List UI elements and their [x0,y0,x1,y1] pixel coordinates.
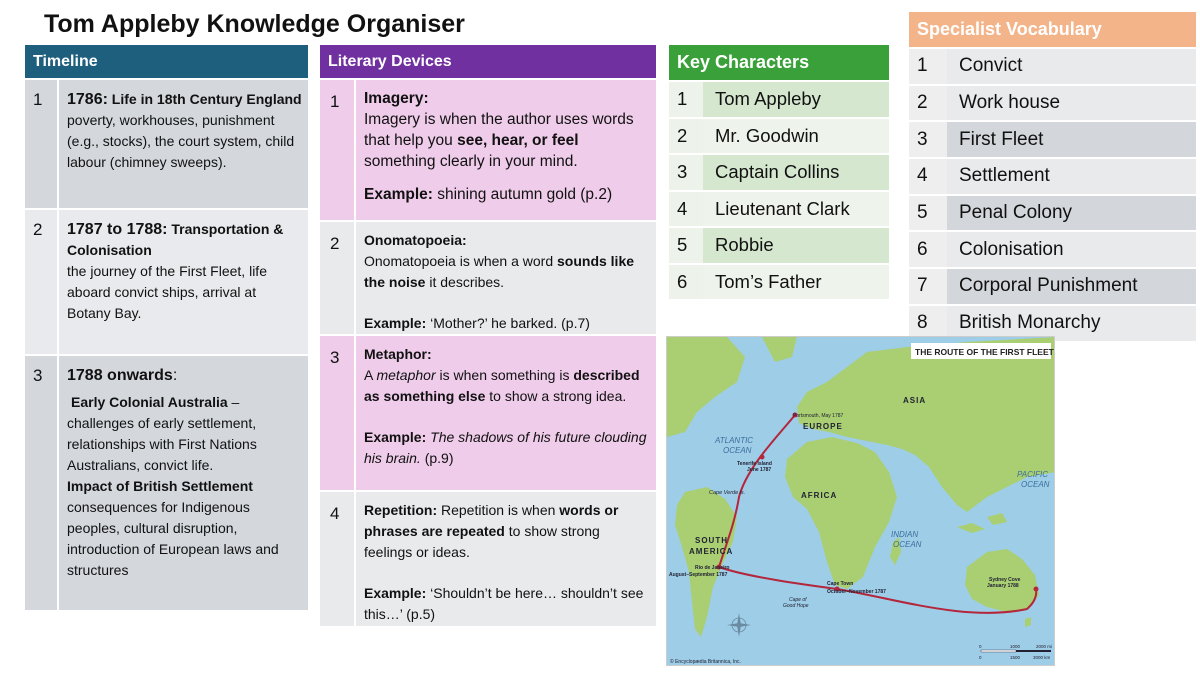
device-definition-emphasis: see, hear, or feel [457,132,579,149]
character-row [669,190,889,227]
device-definition-emphasis: words or phrases are repeated [364,502,619,539]
character-name: Lieutenant Clark [703,192,889,227]
device-definition: is when something is [435,367,574,383]
devices-header: Literary Devices [320,45,656,78]
timeline-row [25,354,308,610]
device-text [356,492,656,626]
timeline-description: poverty, workhouses, punishment (e.g., stocks), the court system, child labour (chimney sweeps). [67,112,295,170]
label-cape-verde: Cape Verde is. [709,490,746,496]
character-row [669,226,889,263]
device-example: shining autumn gold (p.2) [432,186,613,203]
vocab-term: Penal Colony [947,196,1196,231]
label-good-hope-2: Good Hope [783,603,809,609]
device-definition: A [364,367,377,383]
vocab-number: 3 [909,122,947,157]
timeline-year: 1788 onwards [67,367,173,384]
map-credit: © Encyclopædia Britannica, Inc. [670,659,741,665]
key-characters-panel [669,45,889,299]
label-portsmouth: Portsmouth, May 1787 [793,413,844,419]
character-number: 5 [669,228,703,263]
timeline-description: consequences for Indigenous peoples, cultural disruption, introduction of European laws and structures [67,499,279,578]
label-indian: INDIAN [891,530,919,539]
map-stop-tenerife [760,455,765,460]
device-text [356,80,656,220]
device-name: Imagery: [364,90,429,107]
device-example: ‘Shouldn’t be here… shouldn’t see this…’ (p.5) [364,585,644,622]
timeline-year: 1787 to 1788: [67,221,168,238]
character-name: Captain Collins [703,155,889,190]
device-text [356,336,656,490]
device-row [320,220,656,334]
label-good-hope: Cape of [789,597,807,603]
vocab-number: 2 [909,86,947,121]
character-name: Mr. Goodwin [703,119,889,154]
device-definition-emphasis: sounds like the noise [364,253,635,290]
device-definition: to show a strong idea. [485,388,627,404]
label-america: AMERICA [689,547,734,556]
label-tenerife-date: June 1787 [747,467,772,473]
device-example-label: Example: [364,186,433,203]
timeline-heading: Transportation & Colonisation [67,221,284,258]
label-asia: ASIA [903,396,927,405]
map-stop-sydney [1034,587,1039,592]
device-definition: to show strong feelings or ideas. [364,523,600,560]
timeline-number: 2 [25,210,59,354]
timeline-heading: Life in 18th Century England [107,91,302,107]
timeline-row [25,208,308,354]
timeline-description: the journey of the First Fleet, life aboard convict ships, arrival at Botany Bay. [67,263,267,321]
label-atlantic: ATLANTIC [715,436,754,445]
literary-devices-panel [320,45,656,626]
character-number: 3 [669,155,703,190]
map-title: THE ROUTE OF THE FIRST FLEET [915,347,1054,357]
vocab-term: First Fleet [947,122,1196,157]
device-number: 3 [320,336,356,490]
vocab-header: Specialist Vocabulary [909,12,1196,47]
label-south: SOUTH [695,536,728,545]
timeline-subheading: Early Colonial Australia [71,394,228,410]
vocab-number: 6 [909,232,947,267]
device-number: 1 [320,80,356,220]
scale-mi-2000: 2000 mi [1036,644,1053,649]
character-name: Tom Appleby [703,82,889,117]
character-row [669,80,889,117]
device-number: 4 [320,492,356,626]
timeline-header: Timeline [25,45,308,78]
scale-km-1500: 1500 [1010,655,1021,660]
label-europe: EUROPE [803,422,843,431]
character-number: 2 [669,119,703,154]
character-row [669,263,889,300]
characters-header: Key Characters [669,45,889,80]
label-indian-ocean: OCEAN [893,540,922,549]
label-rio: Rio de Janeiro [695,565,730,571]
label-rio-date: August–September 1787 [669,572,728,578]
device-definition: it describes. [425,274,505,290]
label-sydney-date: January 1788 [987,583,1019,589]
device-name: Metaphor: [364,346,432,362]
vocab-term: Corporal Punishment [947,269,1196,304]
character-row [669,117,889,154]
character-row [669,153,889,190]
device-definition: something clearly in your mind. [364,153,578,170]
timeline-number: 1 [25,80,59,208]
device-row [320,490,656,626]
timeline-number: 3 [25,356,59,610]
first-fleet-route-map [666,336,1055,666]
scale-mi-1000: 1000 [1010,644,1021,649]
device-definition-emphasis: described as something else [364,367,640,404]
timeline-text [59,356,308,610]
timeline-colon: : [172,367,178,384]
label-atlantic-ocean: OCEAN [723,446,752,455]
label-cape-town-date: October–November 1787 [827,589,886,595]
vocab-row [909,47,1196,84]
label-pacific: PACIFIC [1017,470,1048,479]
character-name: Robbie [703,228,889,263]
device-definition-italic: metaphor [376,367,436,383]
label-pacific-ocean: OCEAN [1021,480,1050,489]
device-example-label: Example: [364,315,427,331]
character-name: Tom’s Father [703,265,889,300]
device-text [356,222,656,334]
timeline-text [59,80,308,208]
label-tenerife: Tenerife Island [737,461,772,467]
vocab-term: Work house [947,86,1196,121]
device-example: The shadows of his future clouding his brain. [364,429,647,466]
timeline-text [59,210,308,354]
device-number: 2 [320,222,356,334]
vocab-row [909,194,1196,231]
vocab-row [909,157,1196,194]
character-number: 4 [669,192,703,227]
device-definition: Imagery is when the author uses words that help you [364,111,634,149]
label-sydney: Sydney Cove [989,577,1021,583]
vocab-row [909,304,1196,341]
label-africa: AFRICA [801,491,838,500]
scale-mi-0: 0 [979,644,982,649]
device-name: Repetition: [364,502,438,518]
character-number: 6 [669,265,703,300]
device-example-label: Example: [364,585,427,601]
vocab-row [909,267,1196,304]
vocab-row [909,84,1196,121]
timeline-row [25,78,308,208]
timeline-year: 1786: [67,91,108,108]
device-example: ‘Mother?’ he barked. (p.7) [426,315,590,331]
vocab-number: 5 [909,196,947,231]
device-definition: Onomatopoeia is when a word [364,253,557,269]
vocab-number: 8 [909,306,947,341]
scale-km-3000: 3000 km [1033,655,1051,660]
device-name: Onomatopoeia: [364,232,467,248]
timeline-subheading: Impact of British Settlement [67,478,253,494]
vocab-number: 4 [909,159,947,194]
vocab-number: 7 [909,269,947,304]
vocab-row [909,120,1196,157]
vocab-row [909,230,1196,267]
device-row [320,334,656,490]
vocab-term: Colonisation [947,232,1196,267]
vocab-number: 1 [909,49,947,84]
vocab-term: Settlement [947,159,1196,194]
device-example-label: Example: [364,429,427,445]
vocab-term: British Monarchy [947,306,1196,341]
timeline-panel [25,45,308,610]
specialist-vocabulary-panel [909,12,1196,341]
label-cape-town: Cape Town [827,581,854,587]
device-example-page: (p.9) [420,450,454,466]
device-definition: Repetition is when [437,502,560,518]
vocab-term: Convict [947,49,1196,84]
timeline-description: – challenges of early settlement, relationships with First Nations Australians, convict life. [67,394,257,473]
page-title: Tom Appleby Knowledge Organiser [44,10,465,38]
device-row [320,78,656,220]
scale-km-0: 0 [979,655,982,660]
character-number: 1 [669,82,703,117]
